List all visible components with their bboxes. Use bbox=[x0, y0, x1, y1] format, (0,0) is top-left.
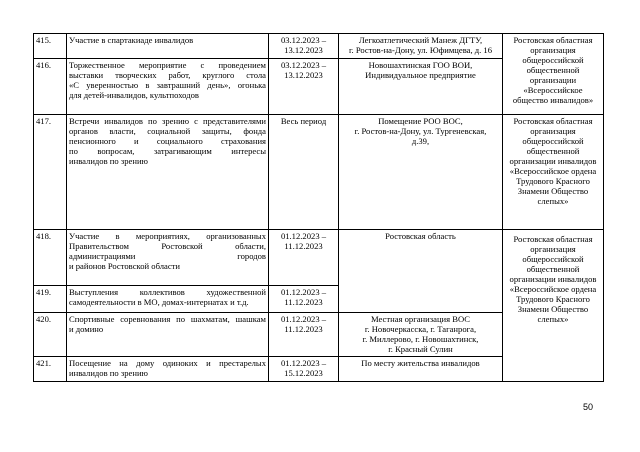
event-place: Новошахтинская ГОО ВОИ, Индивидуальное предприятие bbox=[339, 59, 503, 115]
page-number: 50 bbox=[583, 402, 594, 412]
row-number: 418. bbox=[34, 230, 67, 286]
event-dates: 01.12.2023 – 11.12.2023 bbox=[269, 286, 339, 313]
event-place: Местная организация ВОС г. Новочеркасска, г. Таганрога, г. Миллерово, г. Новошахтинск, г. Красный Сулин bbox=[339, 313, 503, 357]
event-description: Участие в спартакиаде инвалидов bbox=[67, 34, 269, 59]
row-number: 415. bbox=[34, 34, 67, 59]
event-place: Ростовская область bbox=[339, 230, 503, 313]
event-place: Легкоатлетический Манеж ДГТУ, г. Ростов-на-Дону, ул. Юфимцева, д. 16 bbox=[339, 34, 503, 59]
event-dates: 01.12.2023 – 11.12.2023 bbox=[269, 230, 339, 286]
organizer: Ростовская областная организация общероссийской общественной организации «Всероссийское общество инвалидов» bbox=[503, 34, 604, 115]
event-dates: Весь период bbox=[269, 115, 339, 230]
event-place: По месту жительства инвалидов bbox=[339, 357, 503, 382]
table-row bbox=[34, 115, 604, 230]
event-description: Выступления коллективов художественной самодеятельности в МО, домах-интернатах и т.д. bbox=[67, 286, 269, 313]
row-number: 420. bbox=[34, 313, 67, 357]
row-number: 416. bbox=[34, 59, 67, 115]
event-description: Участие в мероприятиях, организованных Правительством Ростовской области, администрациями городов и районов Ростовской области bbox=[67, 230, 269, 286]
event-dates: 03.12.2023 – 13.12.2023 bbox=[269, 34, 339, 59]
row-number: 421. bbox=[34, 357, 67, 382]
row-number: 419. bbox=[34, 286, 67, 313]
table-row bbox=[34, 230, 604, 286]
table-row bbox=[34, 34, 604, 59]
events-table bbox=[33, 33, 604, 382]
event-dates: 03.12.2023 – 13.12.2023 bbox=[269, 59, 339, 115]
organizer: Ростовская областная организация общероссийской общественной организации инвалидов «Всероссийское ордена Трудового Красного Знамени Общество слепых» bbox=[503, 230, 604, 382]
row-number: 417. bbox=[34, 115, 67, 230]
event-description: Посещение на дому одиноких и престарелых инвалидов по зрению bbox=[67, 357, 269, 382]
organizer: Ростовская областная организация общероссийской общественной организации инвалидов «Всероссийское ордена Трудового Красного Знамени Общество слепых» bbox=[503, 115, 604, 230]
event-description: Спортивные соревнования по шахматам, шашкам и домино bbox=[67, 313, 269, 357]
event-place: Помещение РОО ВОС, г. Ростов-на-Дону, ул. Тургеневская, д.39, bbox=[339, 115, 503, 230]
event-dates: 01.12.2023 – 15.12.2023 bbox=[269, 357, 339, 382]
event-description: Торжественное мероприятие с проведением выставки творческих работ, круглого стола «С уверенностью в завтрашний день», огонька для детей-инвалидов, культпоходов bbox=[67, 59, 269, 115]
event-description: Встречи инвалидов по зрению с представителями органов власти, социальной защиты, фонда пенсионного и социального страхования по вопросам, затрагивающим интересы инвалидов по зрению bbox=[67, 115, 269, 230]
event-dates: 01.12.2023 – 11.12.2023 bbox=[269, 313, 339, 357]
